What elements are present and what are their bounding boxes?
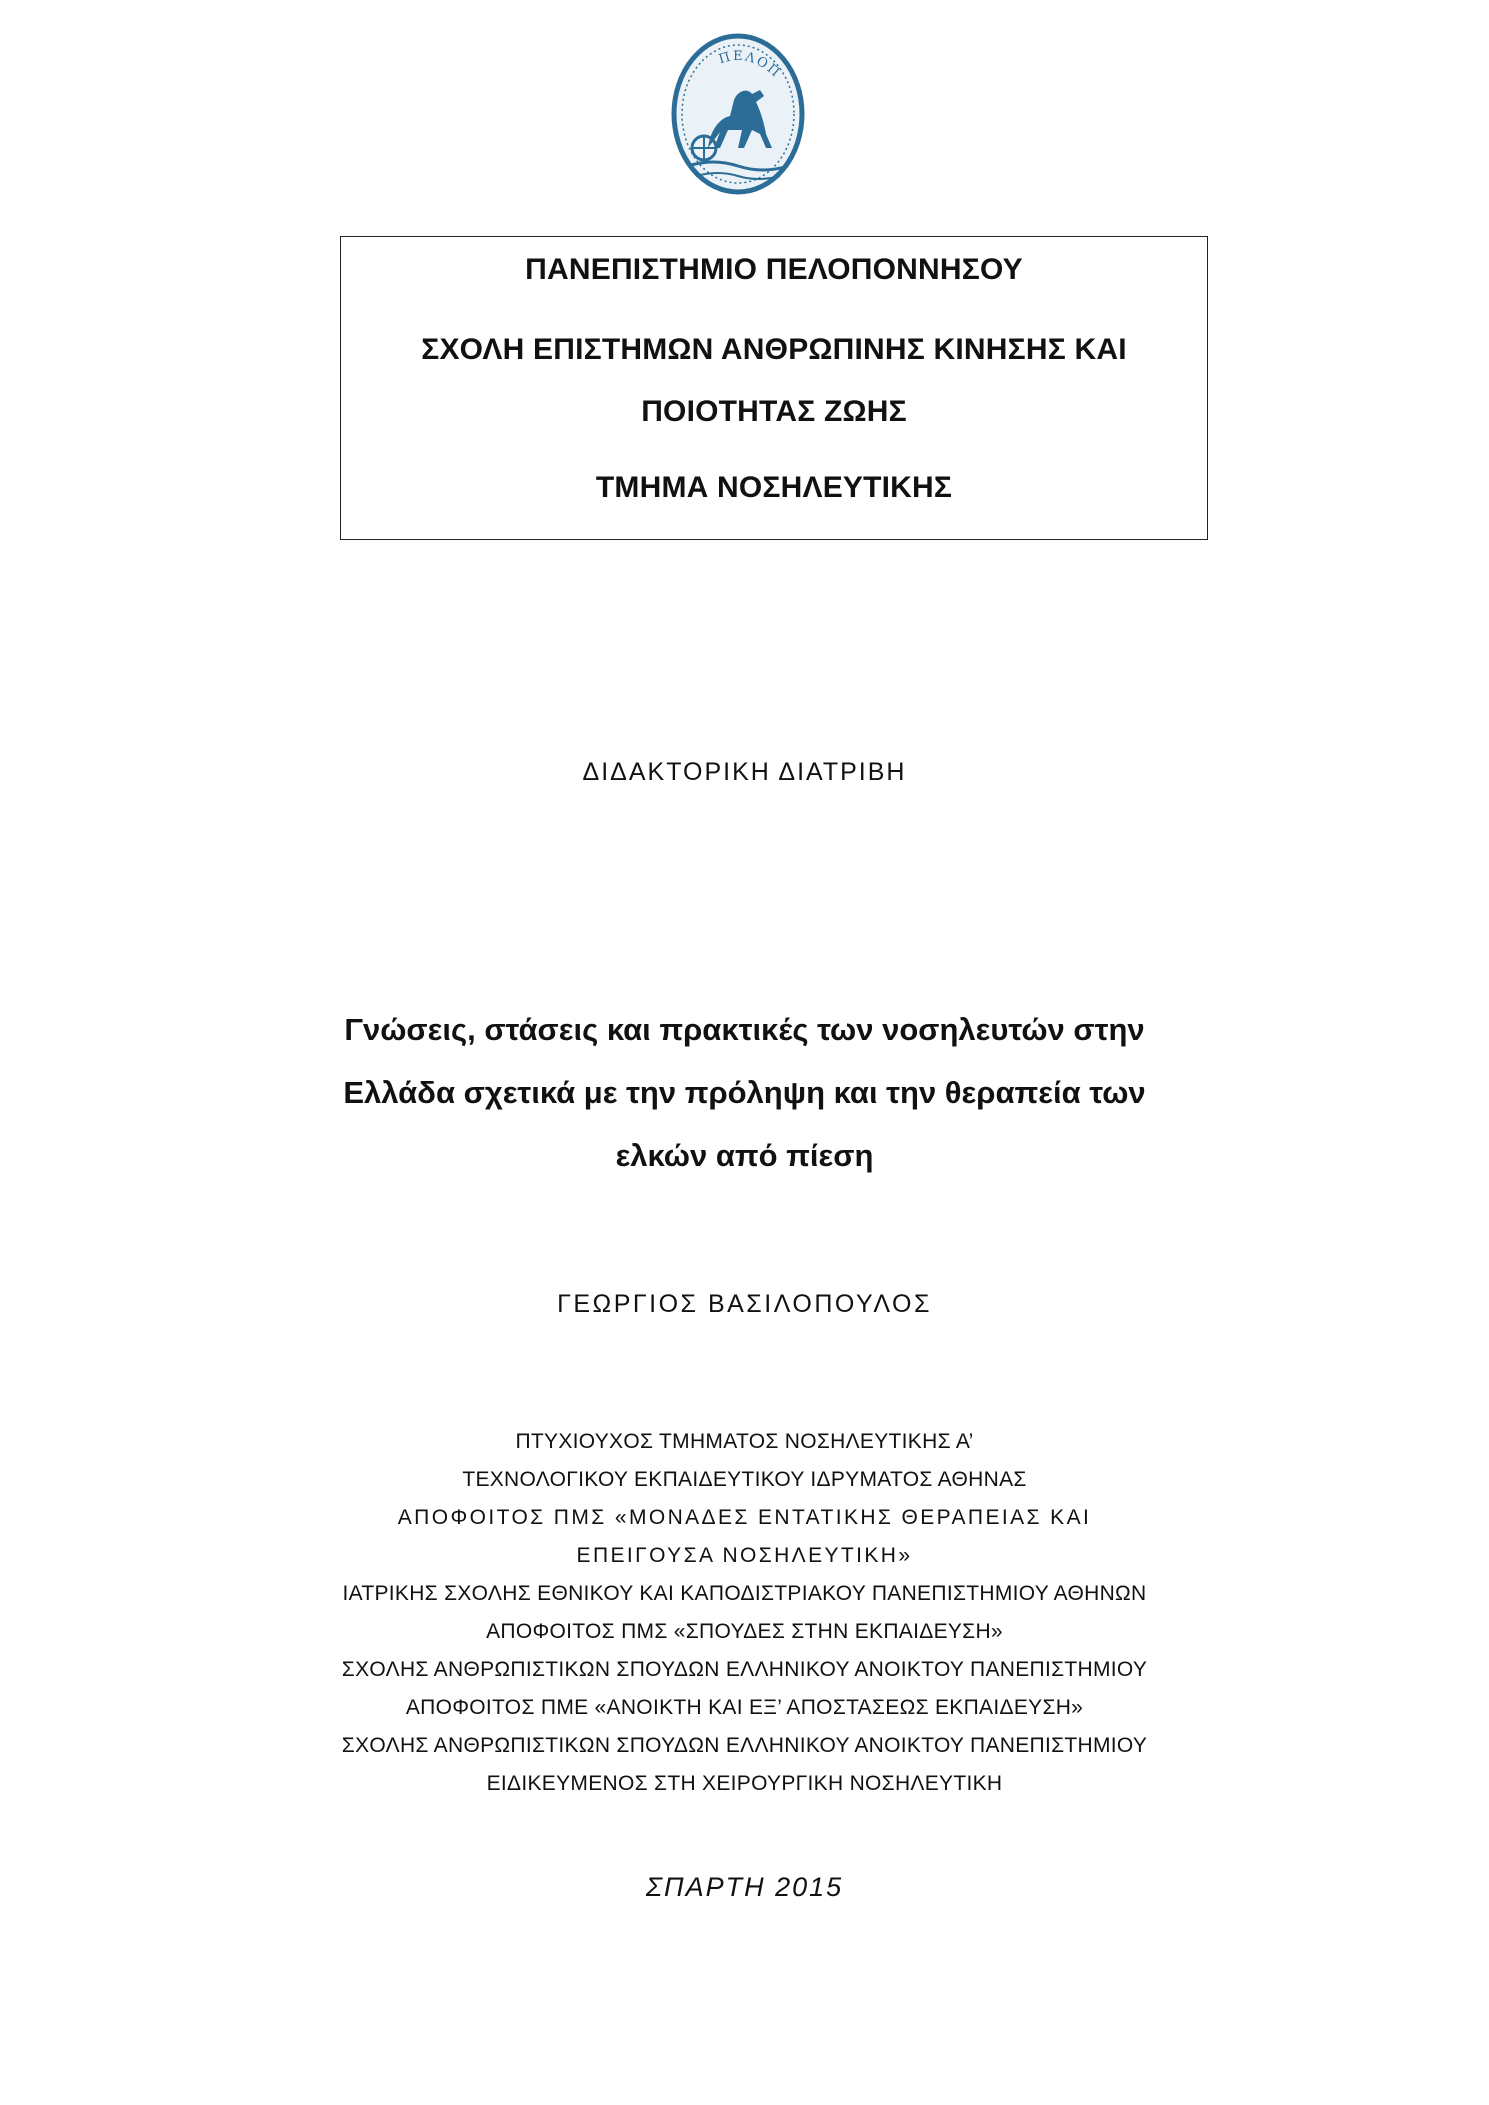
svg-text:ΠΕΛΟΠ: ΠΕΛΟΠ — [717, 48, 784, 82]
thesis-title-line-2: Ελλάδα σχετικά με την πρόληψη και την θεραπεία των — [343, 1075, 1146, 1110]
seal-emblem-icon — [668, 30, 808, 198]
department-name: ΤΜΗΜΑ ΝΟΣΗΛΕΥΤΙΚΗΣ — [595, 471, 953, 504]
credential-line: ΤΕΧΝΟΛΟΓΙΚΟΥ ΕΚΠΑΙΔΕΥΤΙΚΟΥ ΙΔΡΥΜΑΤΟΣ ΑΘΗΝΑΣ — [462, 1468, 1027, 1491]
institution-header-box — [340, 236, 1208, 540]
school-name-line-1: ΣΧΟΛΗ ΕΠΙΣΤΗΜΩΝ ΑΝΘΡΩΠΙΝΗΣ ΚΙΝΗΣΗΣ ΚΑΙ — [421, 333, 1127, 366]
university-seal-logo — [668, 30, 808, 198]
credential-line: ΕΙΔΙΚΕΥΜΕΝΟΣ ΣΤΗ ΧΕΙΡΟΥΡΓΙΚΗ ΝΟΣΗΛΕΥΤΙΚΗ — [486, 1772, 1003, 1795]
thesis-title-line-3: ελκών από πίεση — [615, 1138, 874, 1173]
credential-line: ΕΠΕΙΓΟΥΣΑ ΝΟΣΗΛΕΥΤΙΚΗ» — [576, 1544, 913, 1567]
author-name: ΓΕΩΡΓΙΟΣ ΒΑΣΙΛΟΠΟΥΛΟΣ — [557, 1290, 932, 1318]
credential-line: ΣΧΟΛΗΣ ΑΝΘΡΩΠΙΣΤΙΚΩΝ ΣΠΟΥΔΩΝ ΕΛΛΗΝΙΚΟΥ ΑΝΟΙΚΤΟΥ ΠΑΝΕΠΙΣΤΗΜΙΟΥ — [341, 1734, 1148, 1757]
credential-line: ΑΠΟΦΟΙΤΟΣ ΠΜΣ «ΣΠΟΥΔΕΣ ΣΤΗΝ ΕΚΠΑΙΔΕΥΣΗ» — [486, 1620, 1003, 1643]
credential-line: ΑΠΟΦΟΙΤΟΣ ΠΜΕ «ΑΝΟΙΚΤΗ ΚΑΙ ΕΞ’ ΑΠΟΣΤΑΣΕΩΣ ΕΚΠΑΙΔΕΥΣΗ» — [405, 1696, 1084, 1719]
credential-line: ΙΑΤΡΙΚΗΣ ΣΧΟΛΗΣ ΕΘΝΙΚΟΥ ΚΑΙ ΚΑΠΟΔΙΣΤΡΙΑΚΟΥ ΠΑΝΕΠΙΣΤΗΜΙΟΥ ΑΘΗΝΩΝ — [342, 1582, 1147, 1605]
credential-line: ΣΧΟΛΗΣ ΑΝΘΡΩΠΙΣΤΙΚΩΝ ΣΠΟΥΔΩΝ ΕΛΛΗΝΙΚΟΥ ΑΝΟΙΚΤΟΥ ΠΑΝΕΠΙΣΤΗΜΙΟΥ — [341, 1658, 1148, 1681]
place-and-date: ΣΠΑΡΤΗ 2015 — [645, 1872, 844, 1902]
thesis-title-line-1: Γνώσεις, στάσεις και πρακτικές των νοσηλευτών στην — [344, 1012, 1145, 1047]
school-name-line-2: ΠΟΙΟΤΗΤΑΣ ΖΩΗΣ — [641, 395, 907, 428]
credential-line: ΠΤΥΧΙΟΥΧΟΣ ΤΜΗΜΑΤΟΣ ΝΟΣΗΛΕΥΤΙΚΗΣ Α’ — [515, 1430, 974, 1453]
credential-line: ΑΠΟΦΟΙΤΟΣ ΠΜΣ «ΜΟΝΑΔΕΣ ΕΝΤΑΤΙΚΗΣ ΘΕΡΑΠΕΙΑΣ ΚΑΙ — [397, 1506, 1092, 1529]
document-type: ΔΙΔΑΚΤΟΡΙΚΗ ΔΙΑΤΡΙΒΗ — [582, 758, 907, 786]
university-name: ΠΑΝΕΠΙΣΤΗΜΙΟ ΠΕΛΟΠΟΝΝΗΣΟΥ — [525, 253, 1023, 286]
